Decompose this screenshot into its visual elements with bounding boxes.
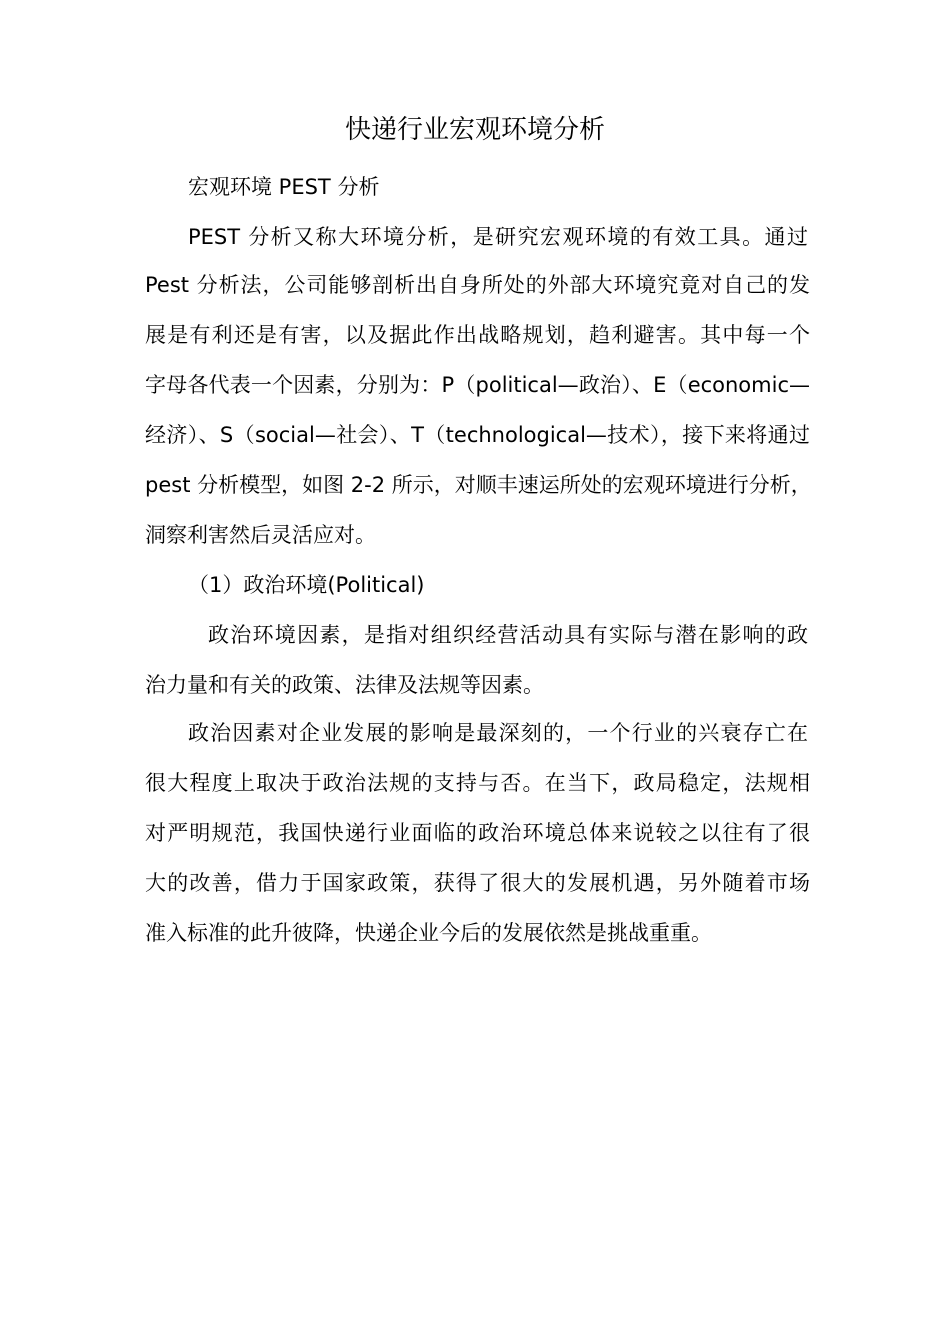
paragraph-line: 政治环境因素，是指对组织经营活动具有实际与潜在影响的政 bbox=[208, 623, 808, 647]
section-heading: 宏观环境 PEST 分析 bbox=[188, 175, 380, 199]
paragraph-line: 对严明规范，我国快递行业面临的政治环境总体来说较之以往有了很 bbox=[145, 821, 810, 845]
paragraph-line: PEST 分析又称大环境分析，是研究宏观环境的有效工具。通过 bbox=[188, 225, 808, 249]
paragraph-line: 经济）、S（social—社会）、T（technological—技术），接下来将通过 bbox=[145, 423, 810, 447]
paragraph-line: 政治因素对企业发展的影响是最深刻的，一个行业的兴衰存亡在 bbox=[188, 721, 808, 745]
subheading-political: （1）政治环境(Political) bbox=[188, 573, 425, 597]
paragraph-line: 大的改善，借力于国家政策，获得了很大的发展机遇，另外随着市场 bbox=[145, 871, 810, 895]
paragraph-line: 治力量和有关的政策、法律及法规等因素。 bbox=[145, 673, 544, 697]
paragraph-line: 准入标准的此升彼降，快递企业今后的发展依然是挑战重重。 bbox=[145, 921, 712, 945]
paragraph-line: 很大程度上取决于政治法规的支持与否。在当下，政局稳定，法规相 bbox=[145, 771, 810, 795]
paragraph-line: pest 分析模型，如图 2-2 所示，对顺丰速运所处的宏观环境进行分析， bbox=[145, 473, 812, 497]
paragraph-line: 洞察利害然后灵活应对。 bbox=[145, 523, 376, 547]
paragraph-line: 展是有利还是有害，以及据此作出战略规划，趋利避害。其中每一个 bbox=[145, 323, 810, 347]
paragraph-line: 字母各代表一个因素，分别为：P（political—政治）、E（economic— bbox=[145, 373, 810, 397]
paragraph-line: Pest 分析法，公司能够剖析出自身所处的外部大环境究竟对自己的发 bbox=[145, 273, 810, 297]
document-title: 快递行业宏观环境分析 bbox=[344, 115, 605, 145]
